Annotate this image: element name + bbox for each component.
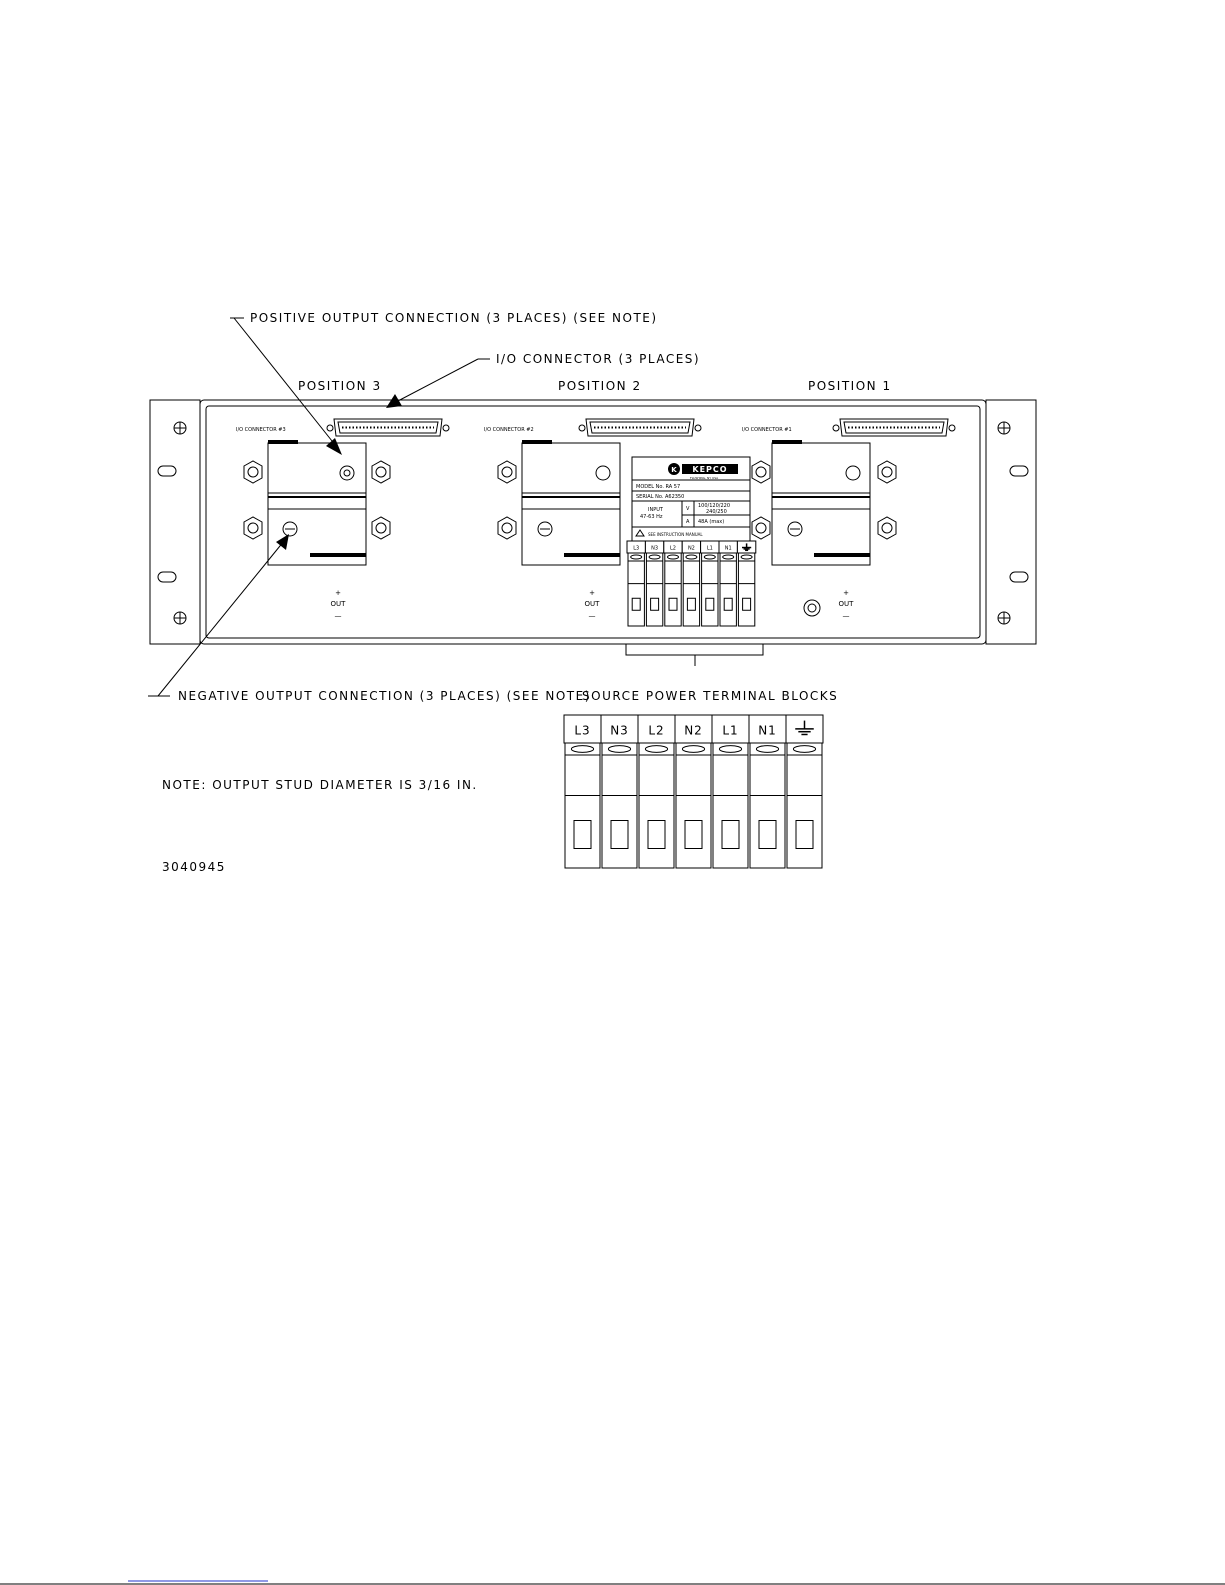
module-position-1	[742, 419, 955, 620]
svg-text:47-63 Hz: 47-63 Hz	[640, 514, 663, 520]
terminal-label: L1	[706, 545, 713, 552]
output-minus: —	[842, 612, 850, 620]
io-connector-1-caption: I/O CONNECTOR #1	[742, 427, 792, 433]
negative-output-label: NEGATIVE OUTPUT CONNECTION (3 PLACES) (SEE NOTE)	[178, 689, 591, 703]
terminal-label: L3	[574, 723, 591, 738]
svg-text:FLUSHING, NY USA: FLUSHING, NY USA	[690, 476, 719, 480]
terminal-label: N1	[758, 723, 777, 738]
position-3-label: POSITION 3	[298, 379, 382, 393]
svg-text:A: A	[686, 519, 690, 525]
output-minus: —	[334, 612, 342, 620]
io-connector-2-caption: I/O CONNECTOR #2	[484, 427, 534, 433]
output-plus: +	[335, 589, 341, 597]
svg-text:INPUT: INPUT	[648, 507, 663, 513]
terminal-l1	[701, 541, 719, 626]
svg-text:MODEL No. RA 57: MODEL No. RA 57	[636, 484, 681, 490]
output-minus: —	[588, 612, 596, 620]
io-connector-label: I/O CONNECTOR (3 PLACES)	[496, 352, 701, 366]
terminal-n3	[601, 715, 638, 868]
output-plus: +	[843, 589, 849, 597]
terminal-label: N2	[687, 545, 695, 552]
terminal-label: L3	[633, 545, 640, 552]
svg-text:KEPCO: KEPCO	[692, 465, 728, 474]
terminal-label: N3	[651, 545, 659, 552]
terminal-label: N2	[684, 723, 703, 738]
svg-text:V: V	[686, 506, 690, 512]
terminal-l1	[712, 715, 749, 868]
module-position-3	[236, 419, 449, 620]
terminal-ground	[737, 541, 755, 626]
svg-text:48A (max): 48A (max)	[698, 519, 725, 525]
note-text: NOTE: OUTPUT STUD DIAMETER IS 3/16 IN.	[162, 778, 478, 792]
io-connector-3	[327, 419, 449, 436]
terminal-n3	[645, 541, 663, 626]
terminal-l2	[638, 715, 675, 868]
output-out: OUT	[330, 600, 346, 608]
svg-text:100/120/220: 100/120/220	[698, 503, 730, 509]
terminal-label: L2	[670, 545, 676, 552]
output-out: OUT	[584, 600, 600, 608]
output-plus: +	[589, 589, 595, 597]
io-connector-1	[833, 419, 955, 436]
terminal-label: N3	[610, 723, 629, 738]
nameplate	[632, 457, 750, 541]
terminal-l3	[564, 715, 601, 868]
terminal-n1	[749, 715, 786, 868]
position-2-label: POSITION 2	[558, 379, 642, 393]
right-rack-ear	[986, 400, 1036, 644]
io-connector-2	[579, 419, 701, 436]
warning-triangle-icon	[636, 530, 644, 536]
svg-text:K: K	[671, 466, 677, 474]
svg-text:SEE INSTRUCTION MANUAL: SEE INSTRUCTION MANUAL	[648, 532, 703, 537]
source-power-label: SOURCE POWER TERMINAL BLOCKS	[582, 689, 839, 703]
svg-text:SERIAL No. A62350: SERIAL No. A62350	[636, 494, 685, 500]
terminal-n2	[675, 715, 712, 868]
output-out: OUT	[838, 600, 854, 608]
terminal-label: N1	[724, 545, 732, 552]
position-1-label: POSITION 1	[808, 379, 892, 393]
small-terminal-blocks	[627, 541, 756, 626]
positive-arrow-head	[326, 438, 342, 455]
negative-arrow-head	[276, 534, 289, 550]
terminal-n1	[719, 541, 737, 626]
terminal-label: L2	[648, 723, 665, 738]
source-power-terminal-blocks	[564, 715, 823, 868]
kepco-logo-icon	[668, 463, 738, 480]
drawing-number: 3040945	[162, 860, 226, 874]
terminal-l3	[627, 541, 645, 626]
terminal-l2	[664, 541, 682, 626]
terminal-n2	[682, 541, 700, 626]
positive-output-label: POSITIVE OUTPUT CONNECTION (3 PLACES) (SEE NOTE)	[250, 311, 658, 325]
io-connector-3-caption: I/O CONNECTOR #3	[236, 427, 286, 433]
left-rack-ear	[150, 400, 200, 644]
svg-text:240/250: 240/250	[706, 509, 727, 515]
terminal-ground	[786, 715, 823, 868]
terminal-label: L1	[722, 723, 739, 738]
